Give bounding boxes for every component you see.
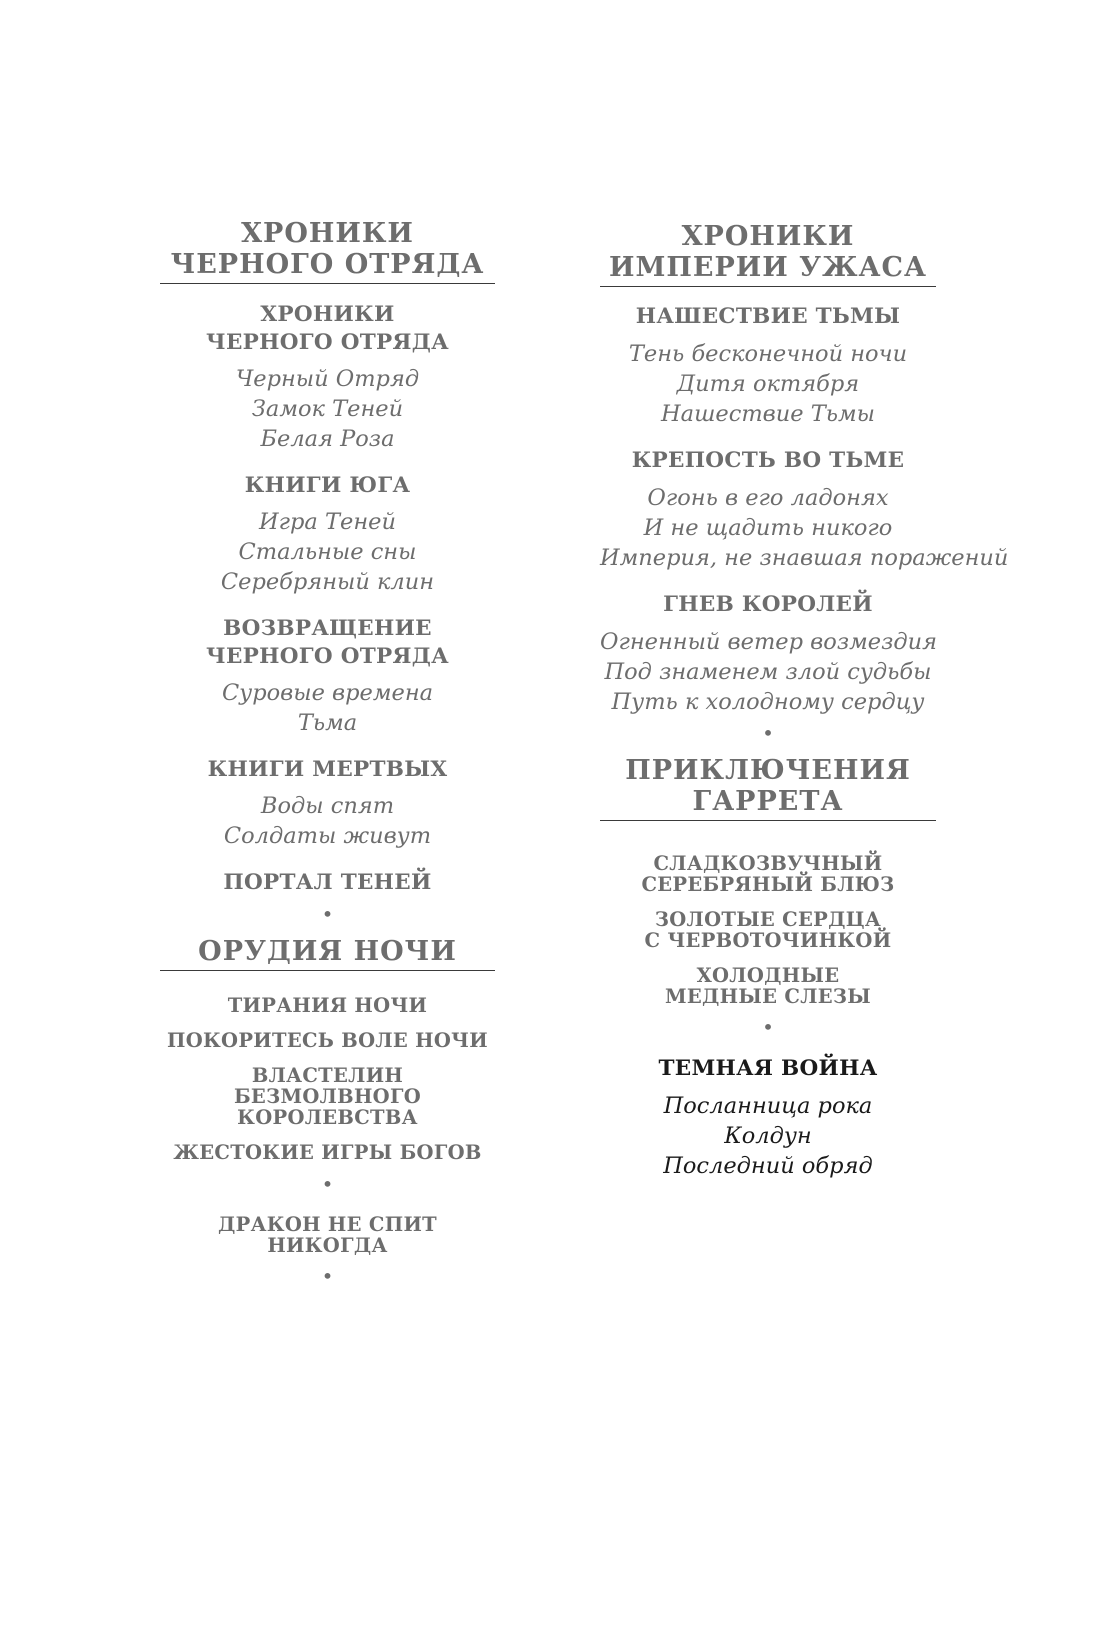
left-column	[160, 218, 495, 1286]
separator-dot: •	[321, 902, 334, 926]
separator-dot: •	[762, 721, 774, 745]
subseries-title: КРЕПОСТЬ ВО ТЬМЕ	[631, 448, 905, 473]
book-list: Посланница рока Колдун Последний обряд	[663, 1093, 873, 1179]
book-list: Тень бесконечной ночи Дитя октября Нашествие Тьмы	[628, 341, 908, 427]
series-title: ПРИКЛЮЧЕНИЯ ГАРРЕТА	[625, 755, 911, 817]
book-title: ЗОЛОТЫЕ СЕРДЦА С ЧЕРВОТОЧИНКОЙ	[644, 908, 892, 952]
subseries-title: ГНЕВ КОРОЛЕЙ	[663, 592, 873, 617]
book-title: ЖЕСТОКИЕ ИГРЫ БОГОВ	[173, 1141, 482, 1164]
series-title: ХРОНИКИ ЧЕРНОГО ОТРЯДА	[170, 218, 485, 280]
book-list: Воды спят Солдаты живут	[223, 793, 432, 849]
subseries-title: НАШЕСТВИЕ ТЬМЫ	[635, 304, 901, 329]
subseries-title: КНИГИ МЕРТВЫХ	[207, 757, 448, 782]
separator-dot: •	[321, 1172, 334, 1196]
book-title: ХОЛОДНЫЕ МЕДНЫЕ СЛЕЗЫ	[664, 964, 872, 1008]
book-title: ВЛАСТЕЛИН БЕЗМОЛВНОГО КОРОЛЕВСТВА	[233, 1064, 422, 1129]
separator-dot: •	[762, 1015, 774, 1039]
subseries-title: ВОЗВРАЩЕНИЕ ЧЕРНОГО ОТРЯДА	[206, 616, 449, 669]
series-title: ХРОНИКИ ИМПЕРИИ УЖАСА	[608, 221, 927, 283]
series-title: ОРУДИЯ НОЧИ	[198, 936, 457, 967]
book-list: Огонь в его ладонях И не щадить никого Империя, не знавшая поражений	[600, 485, 1009, 571]
subseries-title: ХРОНИКИ ЧЕРНОГО ОТРЯДА	[206, 302, 449, 355]
subseries-title: КНИГИ ЮГА	[244, 473, 411, 498]
book-title: СЛАДКОЗВУЧНЫЙ СЕРЕБРЯНЫЙ БЛЮЗ	[641, 852, 895, 896]
book-list: Огненный ветер возмездия Под знаменем злой судьбы Путь к холодному сердцу	[600, 629, 937, 715]
book-title: ТИРАНИЯ НОЧИ	[227, 994, 428, 1017]
separator-dot: •	[321, 1264, 334, 1288]
subseries-title: ПОРТАЛ ТЕНЕЙ	[223, 870, 432, 895]
right-column	[600, 221, 1009, 1181]
book-list: Игра Теней Стальные сны Серебряный клин	[220, 509, 435, 595]
book-list: Суровые времена Тьма	[221, 680, 434, 736]
book-title: ДРАКОН НЕ СПИТ НИКОГДА	[218, 1213, 437, 1257]
book-list: Черный Отряд Замок Теней Белая Роза	[235, 366, 420, 452]
subseries-title: ТЕМНАЯ ВОЙНА	[658, 1056, 878, 1081]
book-title: ПОКОРИТЕСЬ ВОЛЕ НОЧИ	[167, 1029, 488, 1052]
